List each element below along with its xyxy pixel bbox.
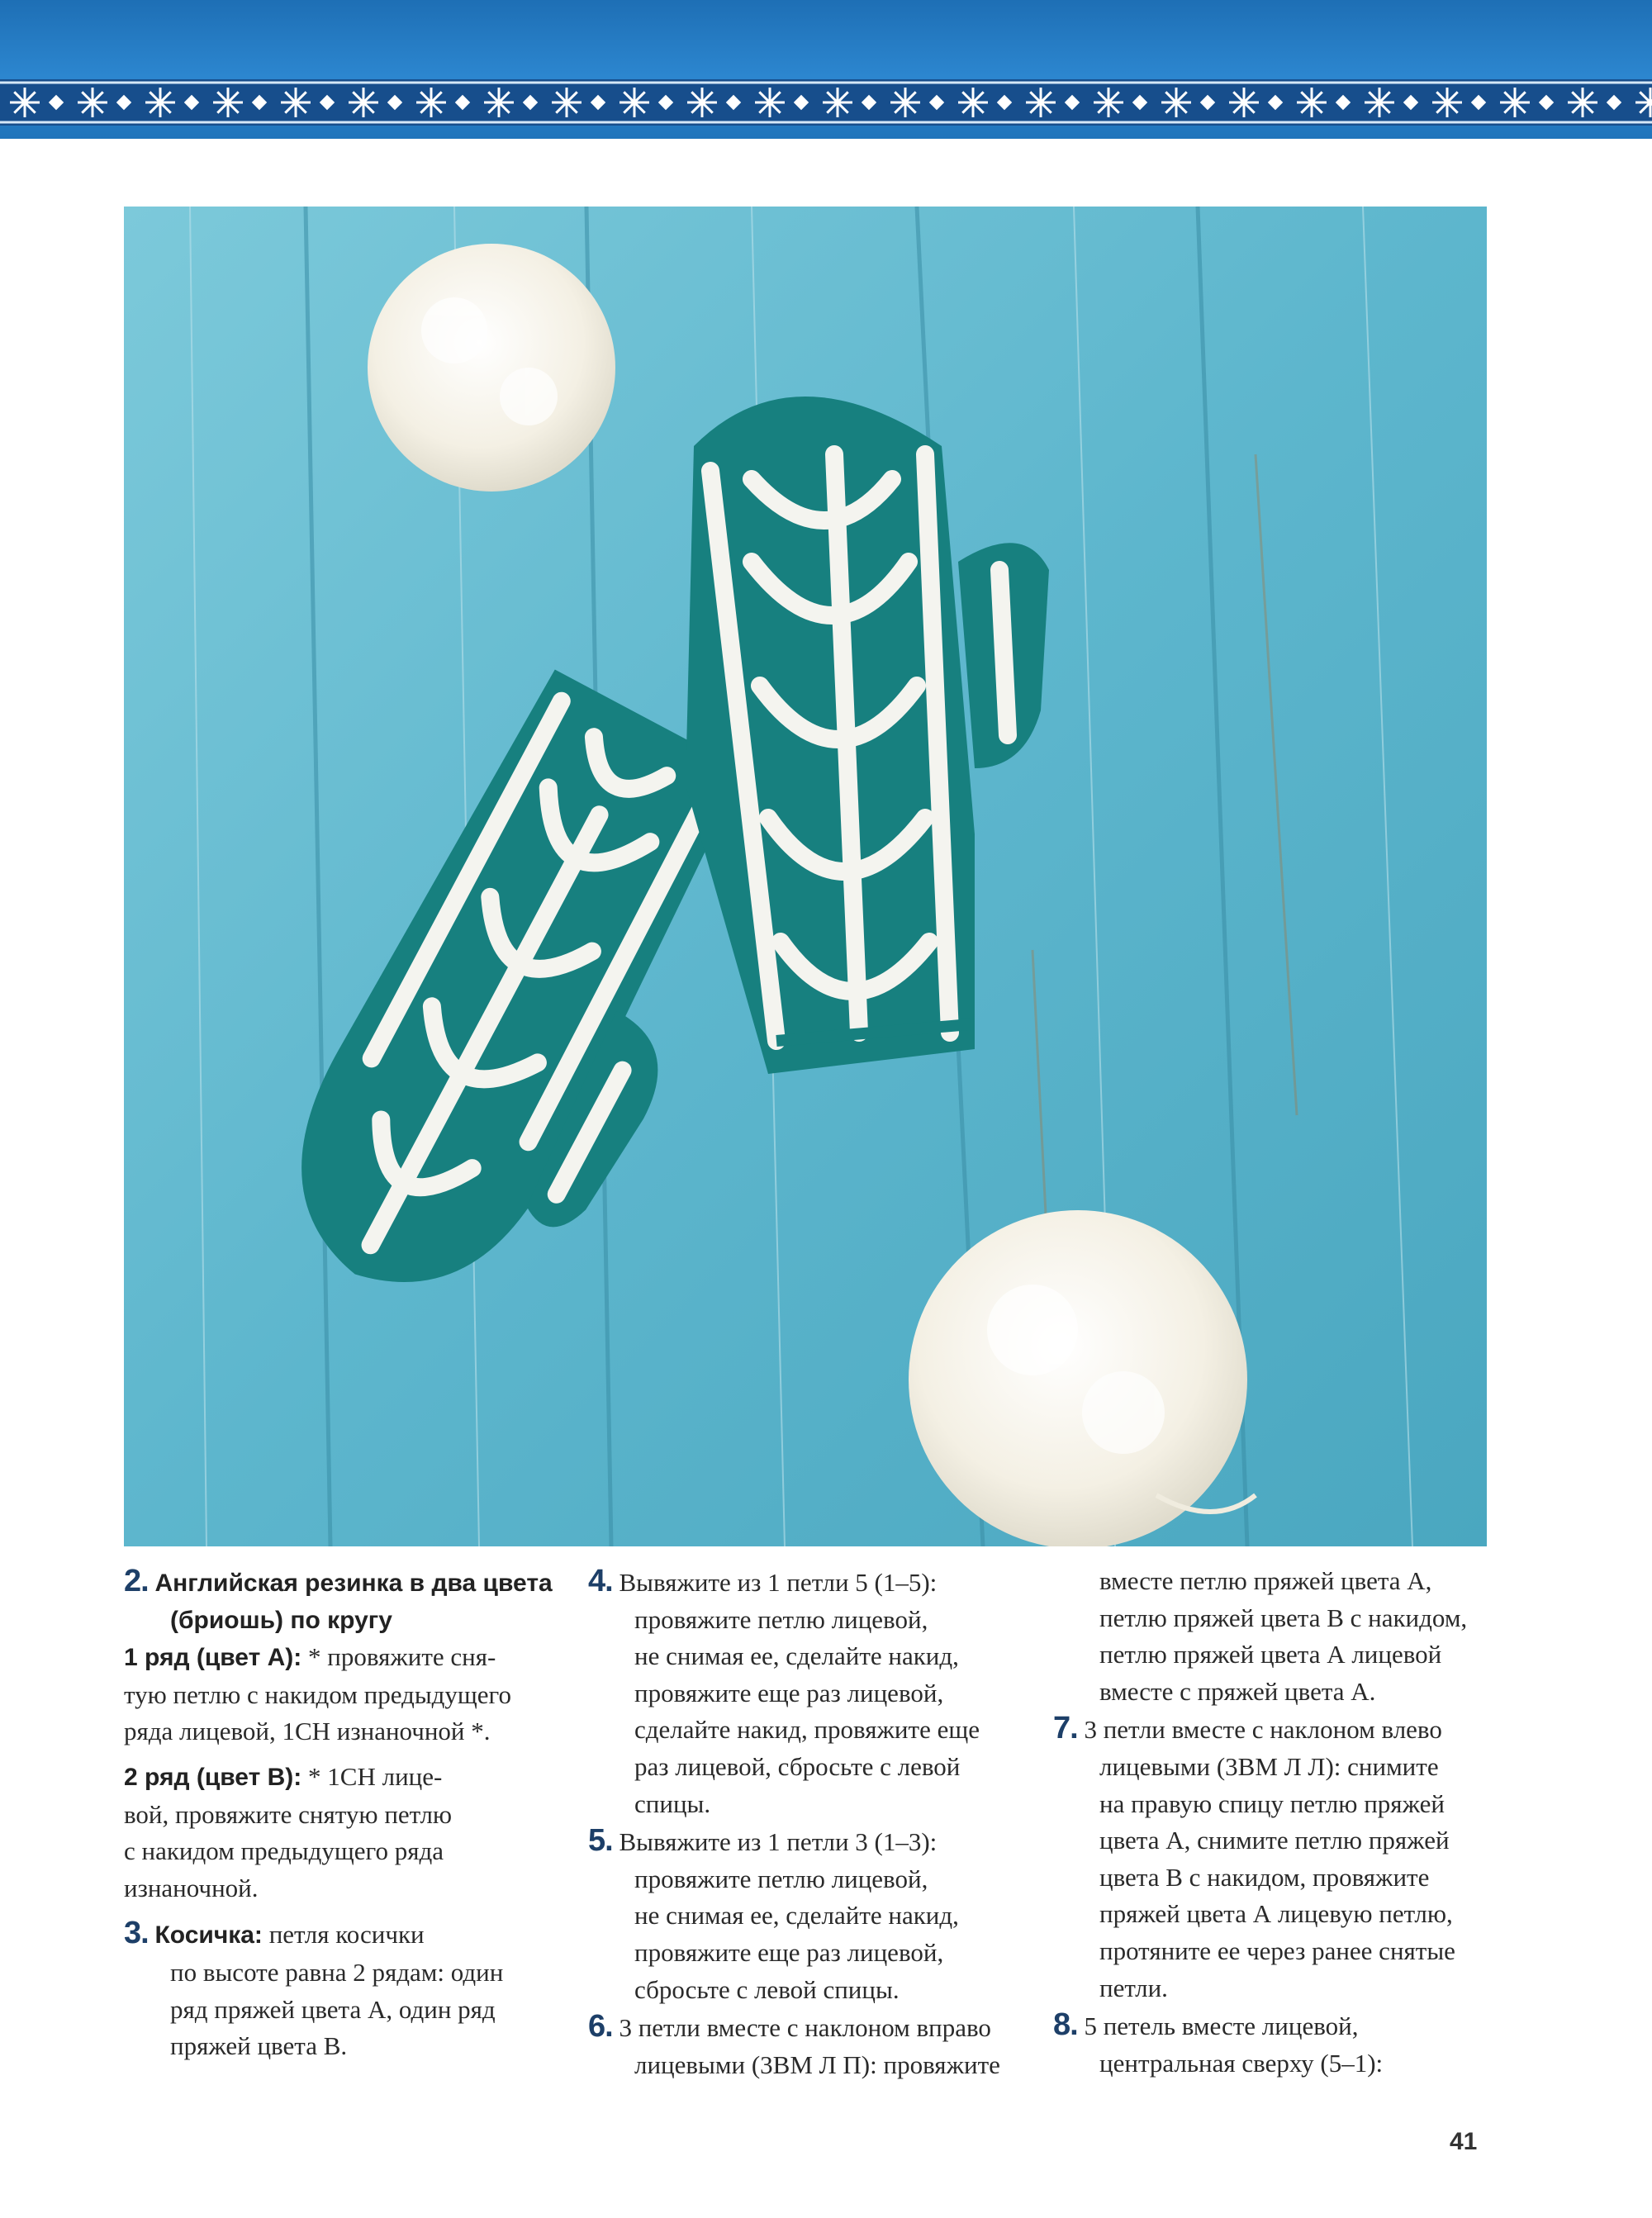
step-3-heading: 3. Косичка: петля косички [124,1916,425,1951]
step-7-heading: 7. 3 петли вместе с наклоном влево [1053,1711,1442,1746]
step-2-heading: 2. Английская резинка в два цвета [124,1564,553,1598]
snowflake-border-icon [0,0,1652,139]
instructions-column-3: вместе петлю пряжей цвета А, петлю пряжей цвета В с накидом, петлю пряжей цвета А лицевой вместе с пряжей цвета А. 7. 3 петли вместе с наклоном влево лицевыми (3ВМ Л Л): снимите на правую спицу петлю пряжей цвета А, снимите петлю пряжей цвета В с накидом, провяжите пряжей цвета А лицевую петлю, протяните ее через ранее снятые петли. 8. 5 петель вместе лицевой, центральная сверху (5–1): [1053,1563,1491,2082]
row-1-text: 1 ряд (цвет А): * провяжите сня- [124,1642,496,1672]
row-2-text: 2 ряд (цвет В): * 1СН лице- [124,1761,443,1791]
instructions-column-1: 2. Английская резинка в два цвета (бриошь) по кругу 1 ряд (цвет А): * провяжите сня- тую петлю с накидом предыдущего ряда лицевой, 1СН изнаночной *. 2 ряд (цвет В): * 1СН лице- вой, провяжите снятую петлю с накидом предыдущего ряда изнаночной. 3. Косичка: петля косички по высоте равна 2 рядам: один ряд пряжей цвета А, один ряд пряжей цвета В. [124,1563,562,2065]
step-5-heading: 5. Вывяжите из 1 петли 3 (1–3): [588,1823,938,1859]
decorative-banner [0,0,1652,139]
step-8-heading: 8. 5 петель вместе лицевой, [1053,2007,1359,2043]
mittens-photo [124,207,1487,1546]
step-6-heading: 6. 3 петли вместе с наклоном вправо [588,2009,991,2045]
step-4-heading: 4. Вывяжите из 1 петли 5 (1–5): [588,1564,938,1598]
instructions-column-2: 4. Вывяжите из 1 петли 5 (1–5): провяжите петлю лицевой, не снимая ее, сделайте накид, провяжите еще раз лицевой, сделайте накид, провяжите еще раз лицевой, сбросьте с левой спицы. 5. Вывяжите из 1 петли 3 (1–3): провяжите петлю лицевой, не снимая ее, сделайте накид, провяжите еще раз лицевой, сбросьте с левой спицы. 6. 3 петли вместе с наклоном вправо лицевыми (3ВМ Л П): провяжите [588,1563,1018,2083]
page-number: 41 [1450,2128,1478,2155]
